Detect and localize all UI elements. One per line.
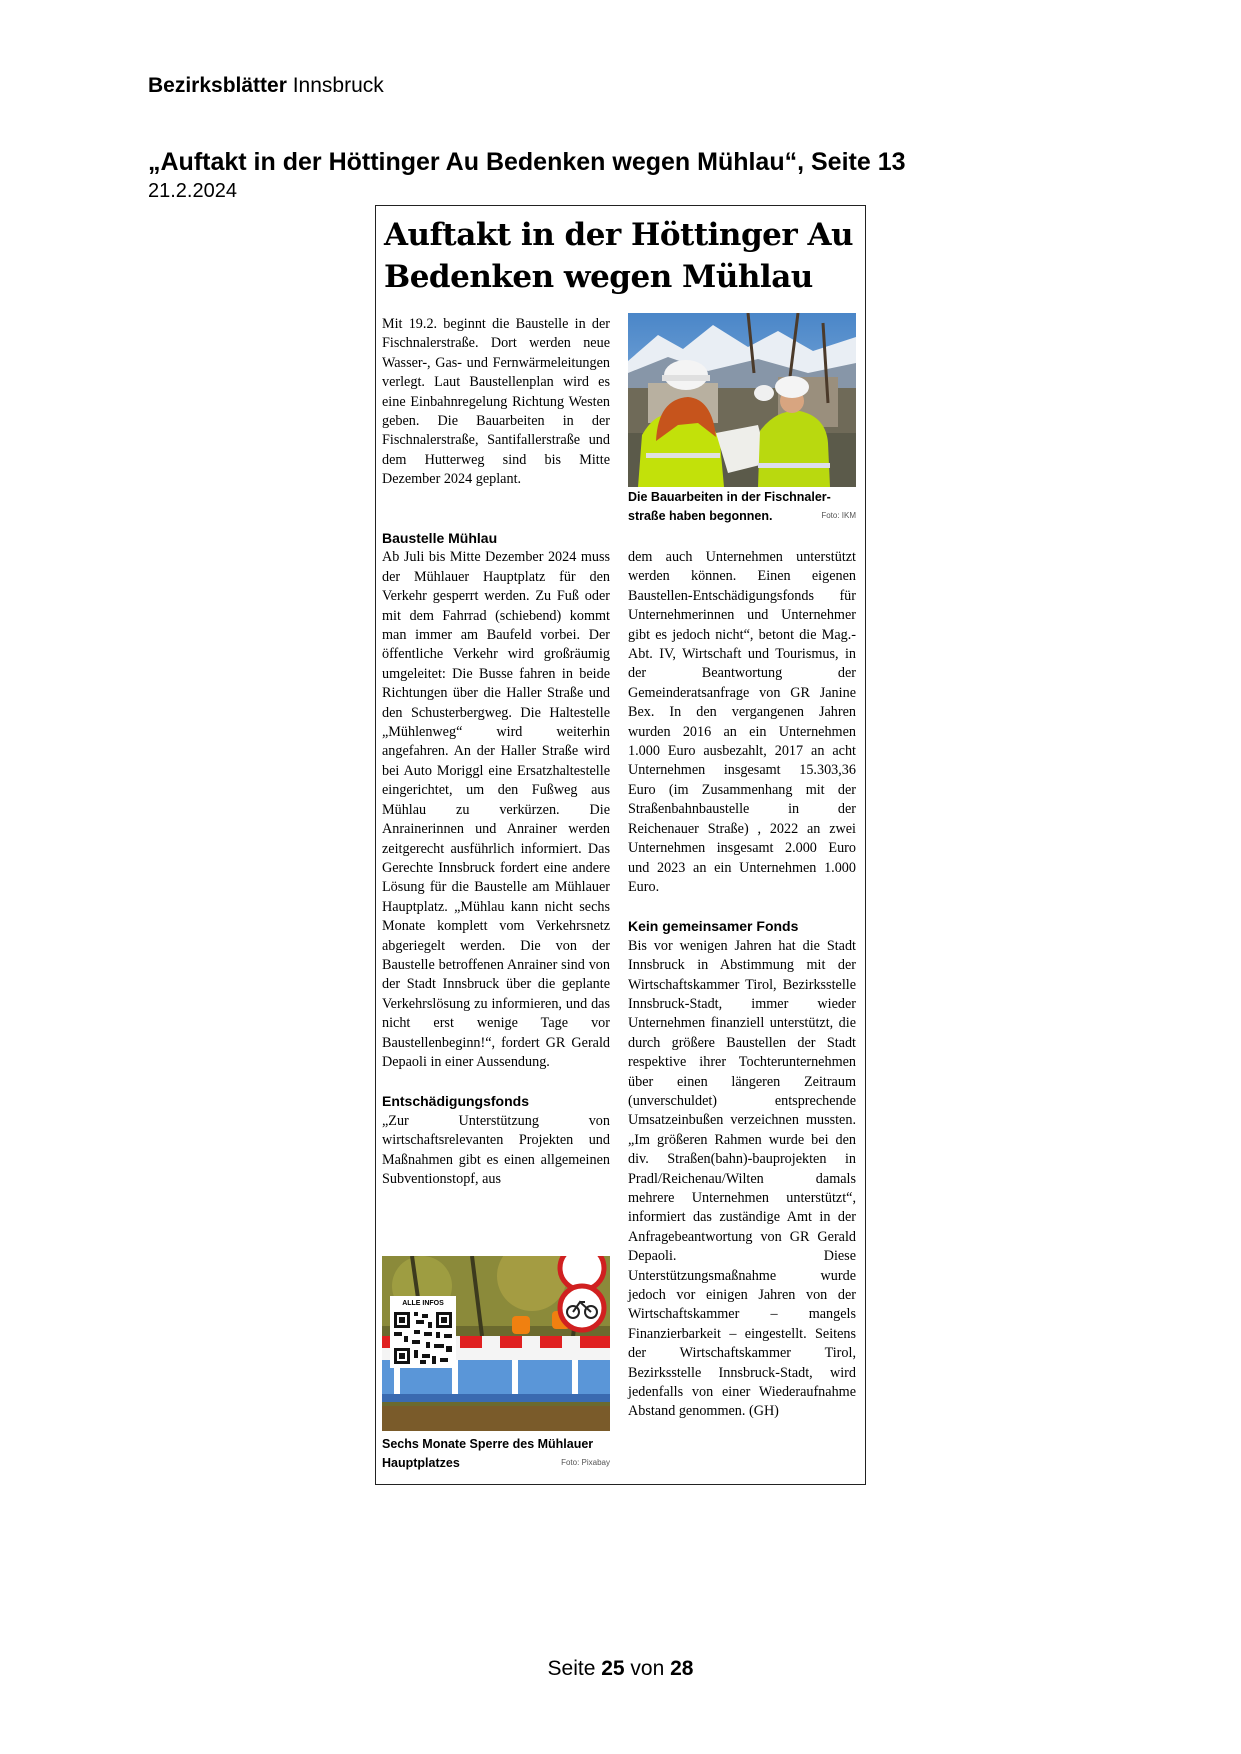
photo-credit-1: Foto: IKM xyxy=(821,511,856,520)
section-text-kein-fonds: Bis vor wenigen Jahren hat die Stadt Innsbruck in Abstimmung mit der Wirtschaftskammer Tirol, Bezirksstelle Innsbruck-Stadt, immer wieder Unternehmen finanziell unterstützt, die durch größere Baustellen der Stadt respektive ihrer Tochterunternehmen über einen längeren Zeitraum (unverschuldet) entsprechende Umsatzeinbußen verzeichnen mussten. „Im größeren Rahmen wurde bei den div. Straßen(bahn)-bauprojekten in Pradl/Reichenau/Wilten damals mehrere Unternehmen unterstützt“, informiert das zuständige Amt in der Anfragebeantwortung von GR Gerald Depaoli. Diese Unterstützungsmaßnahme wurde jedoch vor einigen Jahren von der Wirtschaftskammer – mangels Finanzierbarkeit – eingestellt. Seitens der Wirtschaftskammer Tirol, Bezirksstelle Innsbruck-Stadt, wird jedenfalls von einer Wiederaufnahme Abstand genommen. (GH) xyxy=(628,937,856,1420)
photo-credit-2: Foto: Pixabay xyxy=(561,1458,610,1467)
intro-paragraph: Mit 19.2. beginnt die Baustelle in der Fischnalerstraße. Dort werden neue Wasser-, Gas- und Fernwärmeleitungen verlegt. Laut Baustellenplan wird es eine Einbahnregelung Richtung Westen geben. Die Bauarbeiten in der Fischnalerstraße, Santifallerstraße und dem Hutterweg sind bis Mitte Dezember 2024 geplant. xyxy=(382,316,610,488)
headline-line-2: Bedenken wegen Mühlau xyxy=(384,259,813,295)
photo-caption-2-line-2: Hauptplatzes xyxy=(382,1456,460,1470)
construction-workers-photo xyxy=(628,313,856,487)
photo-caption-2 xyxy=(382,1435,610,1473)
section-heading-kein-fonds: Kein gemeinsamer Fonds xyxy=(628,918,799,935)
footer-page-total: 28 xyxy=(670,1657,694,1680)
publication-bold: Bezirksblätter xyxy=(148,74,287,97)
section-text-baustelle: Ab Juli bis Mitte Dezember 2024 muss der Mühlauer Hauptplatz für den Verkehr gesperrt werden. Zu Fuß oder mit dem Fahrrad (schiebend) kommt man immer am Baufeld vorbei. Der öffentliche Verkehr wird großräumig umgeleitet: Die Busse fahren in beide Richtungen über die Haller Straße und den Schusterbergweg. Die Haltestelle „Mühlenweg“ wird weiterhin angefahren. An der Haller Straße wird bei Auto Moriggl eine Ersatzhaltestelle eingerichtet, um den Fußweg aus Mühlau zu verkürzen. Die Anrainerinnen und Anrainer werden zeitgerecht ausführlich informiert. Das Gerechte Innsbruck fordert eine andere Lösung für die Baustelle am Mühlauer Hauptplatz. „Mühlau kann nicht sechs Monate komplett vom Verkehrsnetz abgeriegelt werden. Die von der Baustelle betroffenen Anrainer sind von der Stadt Innsbruck über die geplante Verkehrslösung zu informieren, und das nicht erst wenige Tage vor Baustellenbeginn!“, fordert GR Gerald Depaoli in einer Aussendung. xyxy=(382,549,610,1070)
photo-caption-1 xyxy=(628,488,856,526)
document-date: 21.2.2024 xyxy=(148,180,237,202)
headline-line-1: Auftakt in der Höttinger Au xyxy=(384,217,854,253)
section-heading-fonds: Entschädigungsfonds xyxy=(382,1093,529,1110)
footer-middle: von xyxy=(624,1657,671,1680)
photo-caption-1-line-2: straße haben begonnen. xyxy=(628,509,773,523)
barrier-photo-badge: ALLE INFOS xyxy=(402,1300,444,1307)
document-title: „Auftakt in der Höttinger Au Bedenken wegen Mühlau“, Seite 13 xyxy=(148,148,906,176)
photo-caption-2-line-1: Sechs Monate Sperre des Mühlauer xyxy=(382,1437,594,1451)
publication-rest: Innsbruck xyxy=(286,74,384,97)
right-text-continued: dem auch Unternehmen unterstützt werden können. Einen eigenen Baustellen-Entschädigungsfonds für Unternehmerinnen und Unternehmer gibt es jedoch nicht“, betont die Mag.-Abt. IV, Wirtschaft und Tourismus, in der Beantwortung der Gemeinderatsanfrage von GR Janine Bex. In den vergangenen Jahren wurden 2016 an ein Unternehmen 1.000 Euro ausbezahlt, 2017 an acht Unternehmen insgesamt 15.303,36 Euro (im Zusammenhang mit der Straßenbahnbaustelle in der Reichenauer Straße) , 2022 an zwei Unternehmen insgesamt 2.000 Euro und 2023 an ein Unternehmen 1.000 Euro. xyxy=(628,549,856,895)
right-column-main xyxy=(628,548,856,1422)
publication-name xyxy=(148,74,384,98)
article-headline xyxy=(384,214,854,298)
page-footer xyxy=(0,1657,1241,1681)
left-column-main xyxy=(382,529,610,1189)
left-column-intro xyxy=(382,315,610,490)
section-text-fonds: „Zur Unterstützung von wirtschaftsrelevanten Projekten und Maßnahmen gibt es einen allgemeinen Subventionstopf, aus xyxy=(382,1112,610,1187)
section-heading-baustelle: Baustelle Mühlau xyxy=(382,530,498,546)
photo-caption-1-line-1: Die Bauarbeiten in der Fischnaler- xyxy=(628,490,831,504)
footer-page-number: 25 xyxy=(601,1657,625,1680)
footer-prefix: Seite xyxy=(547,1657,602,1680)
newspaper-clipping xyxy=(375,205,866,1485)
barrier-photo xyxy=(382,1256,610,1431)
